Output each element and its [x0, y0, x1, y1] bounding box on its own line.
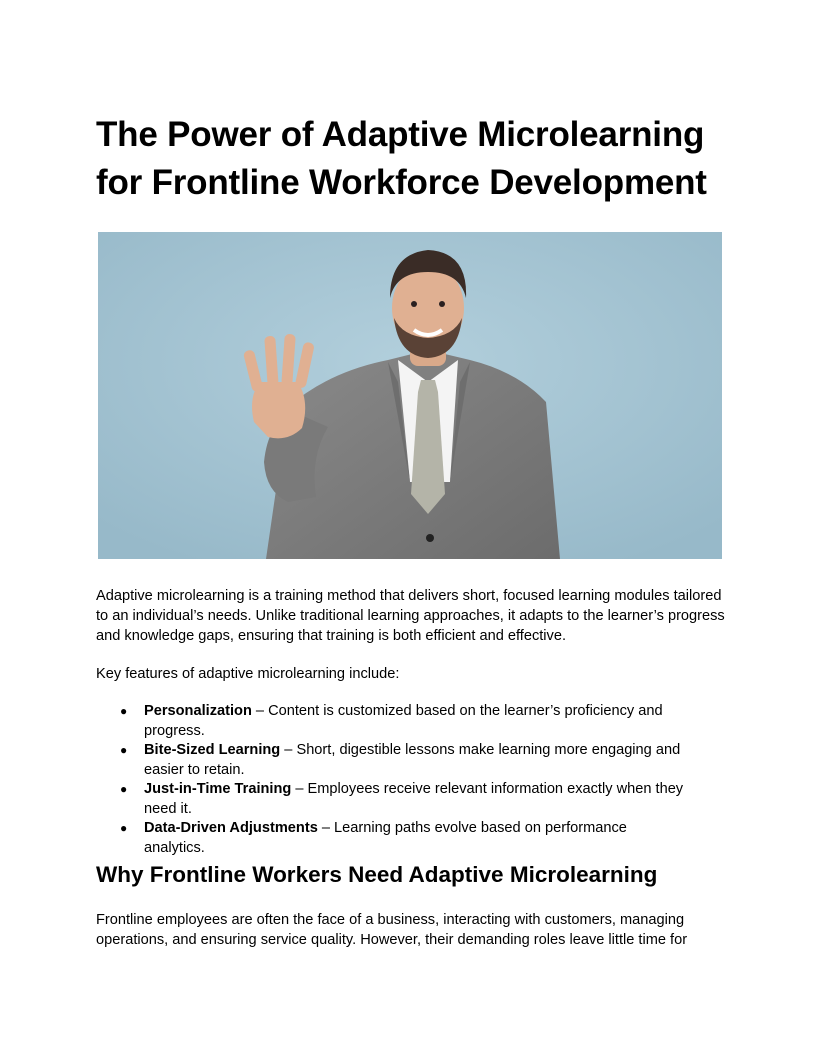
- bullet-icon: ●: [120, 821, 128, 835]
- feature-term: Just-in-Time Training: [144, 781, 292, 797]
- feature-term: Bite-Sized Learning: [144, 742, 281, 758]
- page-title: The Power of Adaptive Microlearning for Frontline Workforce Development: [96, 115, 707, 202]
- feature-description: – Employees receive relevant information exactly when they need it.: [144, 781, 684, 817]
- features-intro: Key features of adaptive microlearning include:: [96, 666, 400, 682]
- feature-term: Personalization: [144, 703, 252, 719]
- list-item: [96, 780, 726, 819]
- feature-description: – Learning paths evolve based on performance analytics.: [144, 820, 627, 856]
- bullet-icon: ●: [120, 782, 128, 796]
- list-item: [96, 819, 726, 858]
- feature-description: – Short, digestible lessons make learning more engaging and easier to retain.: [144, 742, 681, 778]
- hero-image: [98, 232, 722, 559]
- features-list: [96, 702, 726, 858]
- section-heading: Why Frontline Workers Need Adaptive Microlearning: [96, 862, 658, 887]
- bullet-icon: ●: [120, 704, 128, 718]
- feature-description: – Content is customized based on the learner’s proficiency and progress.: [144, 703, 663, 739]
- list-item: [96, 741, 726, 780]
- section-paragraph: Frontline employees are often the face of a business, interacting with customers, managing operations, and ensuring service quality. However, their demanding roles leave little time for: [96, 912, 688, 948]
- intro-paragraph: Adaptive microlearning is a training method that delivers short, focused learning modules tailored to an individual’s needs. Unlike traditional learning approaches, it adapts to the learner’s progress and knowledge gaps, ensuring that training is both efficient and effective.: [96, 588, 725, 644]
- bullet-icon: ●: [120, 743, 128, 757]
- list-item: [96, 702, 726, 741]
- businessman-photo: [98, 232, 722, 559]
- feature-term: Data-Driven Adjustments: [144, 820, 318, 836]
